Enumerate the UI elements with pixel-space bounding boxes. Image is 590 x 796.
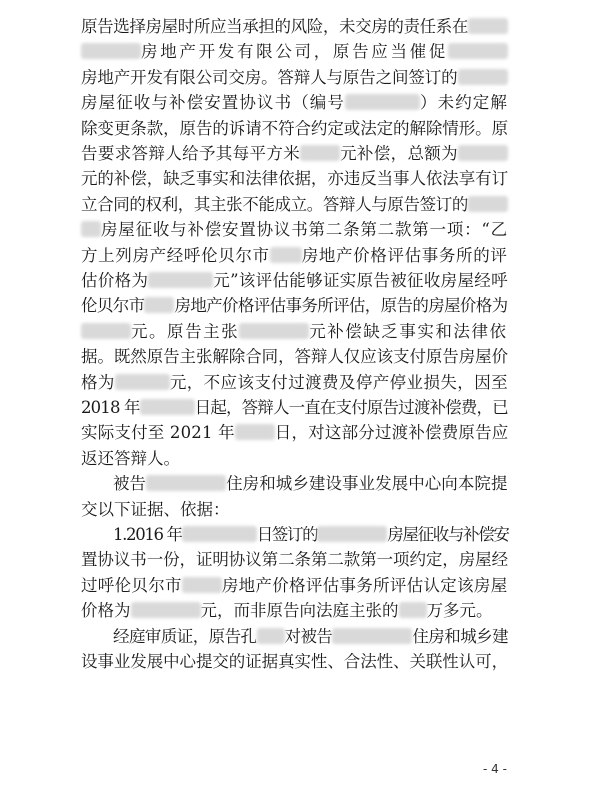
page-number: - 4 - [483,762,507,776]
redacted-blur [300,145,340,161]
text-line [81,395,508,421]
redacted-blur [345,94,420,110]
redacted-blur [182,577,222,593]
text-segment: 交以下证据、依据： [81,499,230,519]
redacted-blur [81,323,131,339]
text-segment: 告要求答辩人给予其每平方米 [81,144,301,163]
text-line [81,293,508,319]
redacted-blur [270,247,302,263]
redacted-blur [332,628,412,644]
redacted-blur [131,602,201,618]
redacted-blur [399,602,427,618]
redacted-blur [468,196,508,212]
text-line [113,624,508,650]
text-segment: 格为 [81,372,115,392]
text-segment: 日签订的 [256,525,318,544]
text-line [81,243,508,269]
text-segment: 日，对这部分过渡补偿费原告应 [274,423,509,443]
text-segment: 房地产价格评估事务所评估，原告的房屋价格为 [174,296,508,316]
text-line [81,370,508,396]
redacted-blur [317,526,387,542]
redacted-blur [458,69,508,85]
text-segment: 据。既然原告主张解除合同，答辩人仅应该支付原告房屋价 [81,347,509,367]
text-segment: 伦贝尔市 [81,296,145,316]
text-line [81,116,508,142]
text-segment: 元。原告主张 [131,321,240,341]
text-segment: 元，而非原告向法庭主张的 [200,601,399,621]
text-line [81,573,508,599]
redacted-blur [448,43,508,59]
redacted-blur [458,145,508,161]
text-segment: 日起，答辩人一直在支付原告过渡补偿费，已 [194,398,508,417]
text-segment: 元”该评估能够证实原告被征收房屋经呼 [213,271,508,290]
text-line [113,522,509,548]
text-segment: 房地产价格评估事务所评估认定该房屋 [221,575,508,595]
text-line [81,14,508,40]
redacted-blur [235,424,275,440]
text-segment: 元，不应该支付过渡费及停产停业损失，因至 [169,372,509,392]
text-line [81,268,508,294]
text-segment: 元的补偿，缺乏事实和法律依据，亦违反当事人依法享有订 [81,169,509,189]
redacted-blur [148,272,213,288]
redacted-blur [140,399,195,415]
text-segment: 2018 年 [81,398,140,417]
text-segment: 过呼伦贝尔市 [81,575,182,595]
text-line [81,166,508,192]
text-segment: 除变更条款，原告的诉请不符合约定或法定的解除情形。原 [81,118,509,138]
text-segment: 方上列房产经呼伦贝尔市 [81,245,270,265]
text-line [81,217,508,243]
redacted-blur [239,323,309,339]
redacted-blur [146,475,226,491]
text-segment: 万多元。 [426,601,493,621]
text-segment: 被告 [113,474,147,494]
text-line [81,547,508,573]
text-line [81,497,230,523]
text-line [81,446,180,472]
text-line [81,90,508,116]
text-segment: 返还答辩人。 [81,448,180,468]
text-line [113,471,508,497]
text-segment: 经庭审质证，原告孔 [113,626,257,646]
redacted-blur [81,221,101,237]
text-segment: 房屋征收与补偿安置协议书（编号 [81,93,345,113]
text-segment: 置协议书一份，证明协议第二条第二款第一项约定，房屋经 [81,550,509,570]
text-line [81,598,493,624]
text-line [81,344,508,370]
text-segment: 房地产开发有限公司，原告应当催促 [141,42,448,62]
text-segment: 原告选择房屋时所应当承担的风险，未交房的责任系在 [81,17,468,36]
text-line [81,65,508,91]
text-segment: 估价格为 [81,271,149,290]
text-segment: ）未约定解 [420,93,508,113]
text-segment: 房屋征收与补偿安置协议书第二条第二款第一项：“乙 [101,220,508,240]
text-line [81,192,508,218]
text-line [81,39,508,65]
redacted-blur [257,628,285,644]
text-segment: 立合同的权利，其主张不能成立。答辩人与原告签订的 [81,194,468,214]
text-segment: 房地产价格评估事务所的评 [301,245,508,265]
text-segment: 房屋征收与补偿安 [387,525,509,544]
text-line [81,649,508,675]
redacted-blur [468,18,508,34]
redacted-blur [144,297,174,313]
text-line [81,141,508,167]
text-line [81,319,508,345]
text-segment: 元补偿缺乏事实和法律依 [309,321,508,341]
text-segment: 住房和城乡建 [412,626,509,646]
redacted-blur [115,374,170,390]
text-segment: 住房和城乡建设事业发展中心向本院提 [226,474,508,494]
redacted-blur [182,526,257,542]
redacted-blur [81,43,141,59]
text-line [81,420,509,446]
text-segment: 元补偿，总额为 [340,144,459,163]
text-segment: 设事业发展中心提交的证据真实性、合法性、关联性认可， [81,652,509,671]
text-segment: 房地产开发有限公司交房。答辩人与原告之间签订的 [81,67,458,87]
text-segment: 对被告 [284,626,333,646]
text-segment: 1.2016 年 [113,525,182,544]
text-segment: 价格为 [81,601,131,621]
text-segment: 实际支付至 2021 年 [81,423,235,443]
